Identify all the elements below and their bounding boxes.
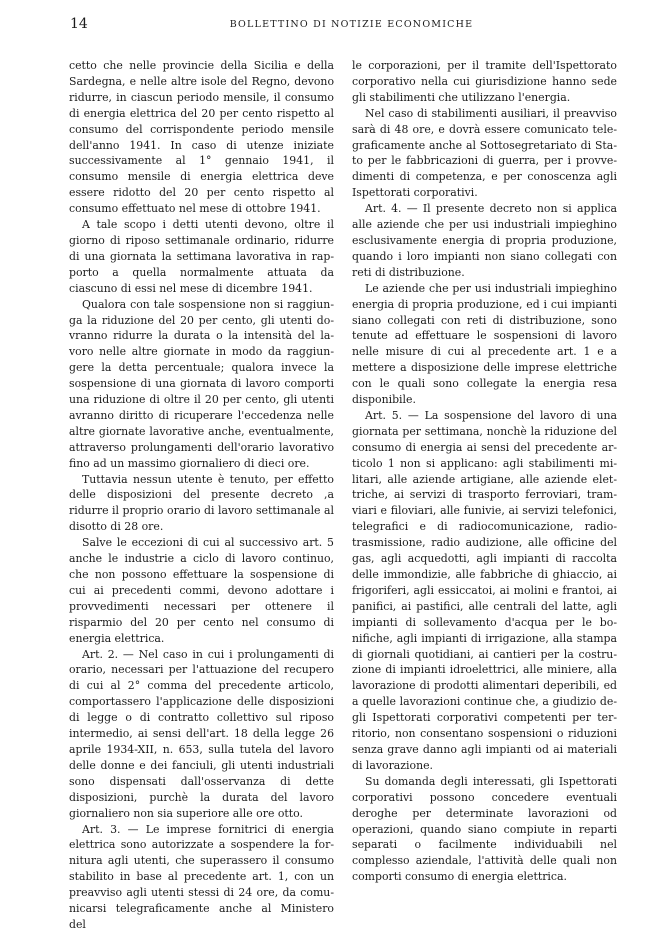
page-number: 14 xyxy=(70,16,88,32)
article-5-paragraph: Art. 5. — La sospensione del lavoro di una giornata per settimana, nonchè la riduzione del consumo di energia ai sensi del precedente articolo 1 non si applicano: agli stabilimenti militari, alle aziende artigiane, alle aziende elettriche, ai servizi di trasporto ferroviari, tramviari e filoviari, alle funivie, ai servizi telefonici, telegrafici e di radiocomunicazione, radiotrasmissione, radio audizione, alle officine del gas, agli acquedotti, agli impianti di raccolta delle immondizie, alle fabbriche di ghiaccio, ai frigoriferi, agli essiccatoi, ai molini e frantoi, ai panifici, ai pastifici, alle centrali del latte, agli impianti di sollevamento d'acqua per le bonifiche, agli impianti di irrigazione, alla stampa di giornali quotidiani, ai cantieri per la costruzione di impianti idroelettrici, alle miniere, alla lavorazione di prodotti alimentari deperibili, ed a quelle lavorazioni continue che, a giudizio degli Ispettorati corporativi competenti per territorio, non consentano sospensioni o riduzioni senza grave danno agli impianti od ai materiali di lavorazione. xyxy=(352,408,617,772)
running-title: BOLLETTINO DI NOTIZIE ECONOMICHE xyxy=(229,19,474,30)
article-3-paragraph: Art. 3. — Le imprese fornitrici di energia elettrica sono autorizzate a sospendere la fornitura agli utenti, che superassero il consumo stabilito in base al precedente art. 1, con un preavviso agli utenti stessi di 24 ore, da comunicarsi telegraficamente anche al Ministero del xyxy=(69,822,334,931)
paragraph: Salve le eccezioni di cui al successivo art. 5 anche le industrie a ciclo di lavoro continuo, che non possono effettuare la sospensione di cui ai precedenti commi, devono adottare i provvedimenti necessari per ottenere il risparmio del 20 per cento nel consumo di energia elettrica. xyxy=(69,536,334,645)
paragraph: cetto che nelle provincie della Sicilia e della Sardegna, e nelle altre isole del Regno, devono ridurre, in ciascun periodo mensile, il consumo di energia elettrica del 20 per cento rispetto al consumo del corrispondente periodo mensile dell'anno 1941. In caso di utenze iniziate successivamente al 1° gennaio 1941, il consumo mensile di energia elettrica deve essere ridotto del 20 per cento rispetto al consumo effettuato nel mese di ottobre 1941. xyxy=(69,59,334,216)
paragraph: A tale scopo i detti utenti devono, oltre il giorno di riposo settimanale ordinario, ridurre di una giornata la settimana lavorativa in rapporto a quella normalmente attuata da ciascuno di essi nel mese di dicembre 1941. xyxy=(69,218,334,295)
paragraph: Nel caso di stabilimenti ausiliari, il preavviso sarà di 48 ore, e dovrà essere comunicato telegraficamente anche al Sottosegretariato di Stato per le fabbricazioni di guerra, per i provvedimenti di competenza, e per conoscenza agli Ispettorati corporativi. xyxy=(352,106,617,200)
paragraph: Le aziende che per usi industriali impieghino energia di propria produzione, ed i cui impianti siano collegati con reti di distribuzione, sono tenute ad effettuare le sospensioni di lavoro nelle misure di cui al precedente art. 1 e a mettere a disposizione delle imprese elettriche con le quali sono collegate la energia resa disponibile. xyxy=(352,281,617,407)
paragraph: Su domanda degli interessati, gli Ispettorati corporativi possono concedere eventuali deroghe per determinate lavorazioni od operazioni, quando siano compiute in reparti separati o facilmente individuabili nel complesso aziendale, l'attività delle quali non comporti consumo di energia elettrica. xyxy=(352,774,617,884)
left-column xyxy=(69,58,334,933)
article-2-paragraph: Art. 2. — Nel caso in cui i prolungamenti di orario, necessari per l'attuazione del recupero di cui al 2° comma del precedente articolo, comportassero l'applicazione delle disposizioni di legge o di contratto collettivo sul riposo intermedio, ai sensi dell'art. 18 della legge 26 aprile 1934-XII, n. 653, sulla tutela del lavoro delle donne e dei fanciuli, gli utenti industriali sono dispensati dall'osservanza di dette disposizioni, purchè la durata del lavoro giornaliero non sia superiore alle ore otto. xyxy=(69,647,334,820)
paragraph: le corporazioni, per il tramite dell'Ispettorato corporativo nella cui giurisdizione hanno sede gli stabilimenti che utilizzano l'energia. xyxy=(352,59,617,104)
right-column xyxy=(352,58,617,885)
article-4-paragraph: Art. 4. — Il presente decreto non si applica alle aziende che per usi industriali impieghino esclusivamente energia di propria produzione, quando i loro impianti non siano collegati con reti di distribuzione. xyxy=(352,202,617,279)
paragraph: Qualora con tale sospensione non si raggiunga la riduzione del 20 per cento, gli utenti dovranno ridurre la durata o la intensità del lavoro nelle altre giornate in modo da raggiungere la detta percentuale; qualora invece la sospensione di una giornata di lavoro comporti una riduzione di oltre il 20 per cento, gli utenti avranno diritto di ricuperare l'eccedenza nelle altre giornate lavorative anche, eventualmente, attraverso prolungamenti dell'orario lavorativo fino ad un massimo giornaliero di dieci ore. xyxy=(69,297,334,470)
page-header xyxy=(70,16,633,34)
paragraph: Tuttavia nessun utente è tenuto, per effetto delle disposizioni del presente decreto ,a ridurre il proprio orario di lavoro settimanale al disotto di 28 ore. xyxy=(69,472,334,534)
